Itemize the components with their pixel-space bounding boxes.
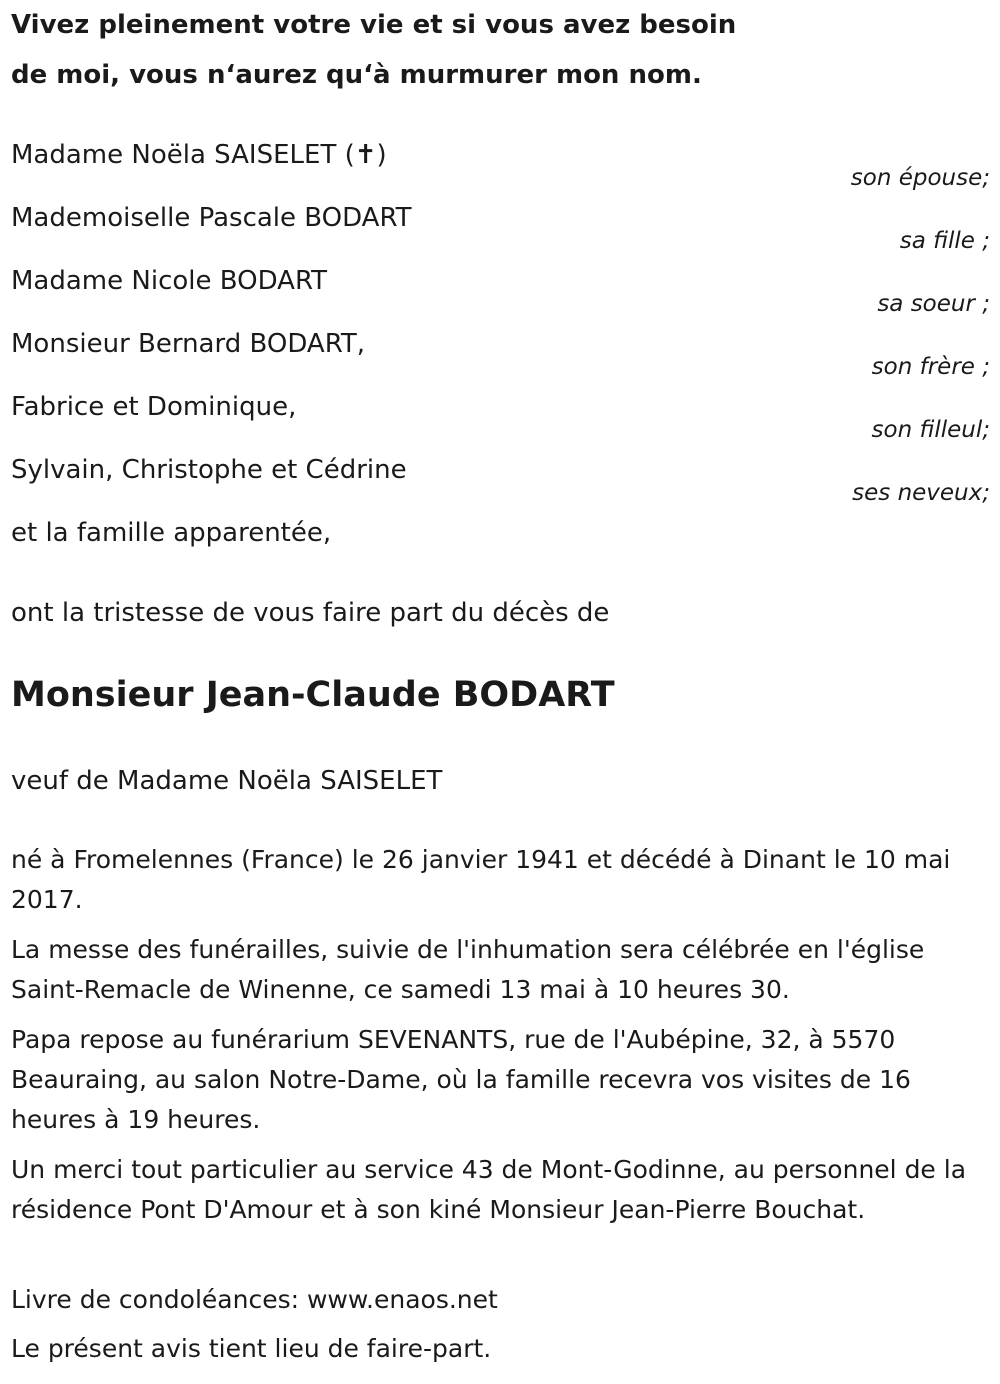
quote-line-1: Vivez pleinement votre vie et si vous avez besoin [11,10,737,40]
family-member-name: Madame Noëla SAISELET (✝) [11,140,387,170]
family-member-name: Monsieur Bernard BODART, [11,329,366,359]
funeral-paragraph: La messe des funérailles, suivie de l'inhumation sera célébrée en l'église Saint-Remacle de Winenne, ce samedi 13 mai à 10 heures 30. [11,935,925,1004]
thanks-paragraph: Un merci tout particulier au service 43 de Mont-Godinne, au personnel de la résidence Pont D'Amour et à son kiné Monsieur Jean-Pierre Bouchat. [11,1155,967,1224]
widow-line: veuf de Madame Noëla SAISELET [11,766,443,796]
birth-death-paragraph: né à Fromelennes (France) le 26 janvier 1941 et décédé à Dinant le 10 mai 2017. [11,845,951,914]
family-member-name: Sylvain, Christophe et Cédrine [11,455,407,485]
visitation-paragraph: Papa repose au funérarium SEVENANTS, rue de l'Aubépine, 32, à 5570 Beauraing, au salon Notre-Dame, où la famille recevra vos visites de 16 heures à 19 heures. [11,1025,911,1134]
family-member-relation: sa soeur ; [877,291,990,317]
family-member-name: Madame Nicole BODART [11,266,327,296]
notice-line: Le présent avis tient lieu de faire-part. [11,1334,492,1363]
family-closing: et la famille apparentée, [11,518,332,548]
family-member-name: Mademoiselle Pascale BODART [11,203,412,233]
announcement-line: ont la tristesse de vous faire part du décès de [11,598,610,628]
family-member-relation: son filleul; [871,417,990,443]
condolences-line: Livre de condoléances: www.enaos.net [11,1285,498,1314]
family-member-relation: son épouse; [850,165,990,191]
family-member-relation: sa fille ; [899,228,990,254]
deceased-name: Monsieur Jean-Claude BODART [11,675,615,715]
family-member-name: Fabrice et Dominique, [11,392,297,422]
family-member-relation: son frère ; [871,354,990,380]
family-member-relation: ses neveux; [852,480,990,506]
quote-line-2: de moi, vous n‘aurez qu‘à murmurer mon nom. [11,60,702,90]
